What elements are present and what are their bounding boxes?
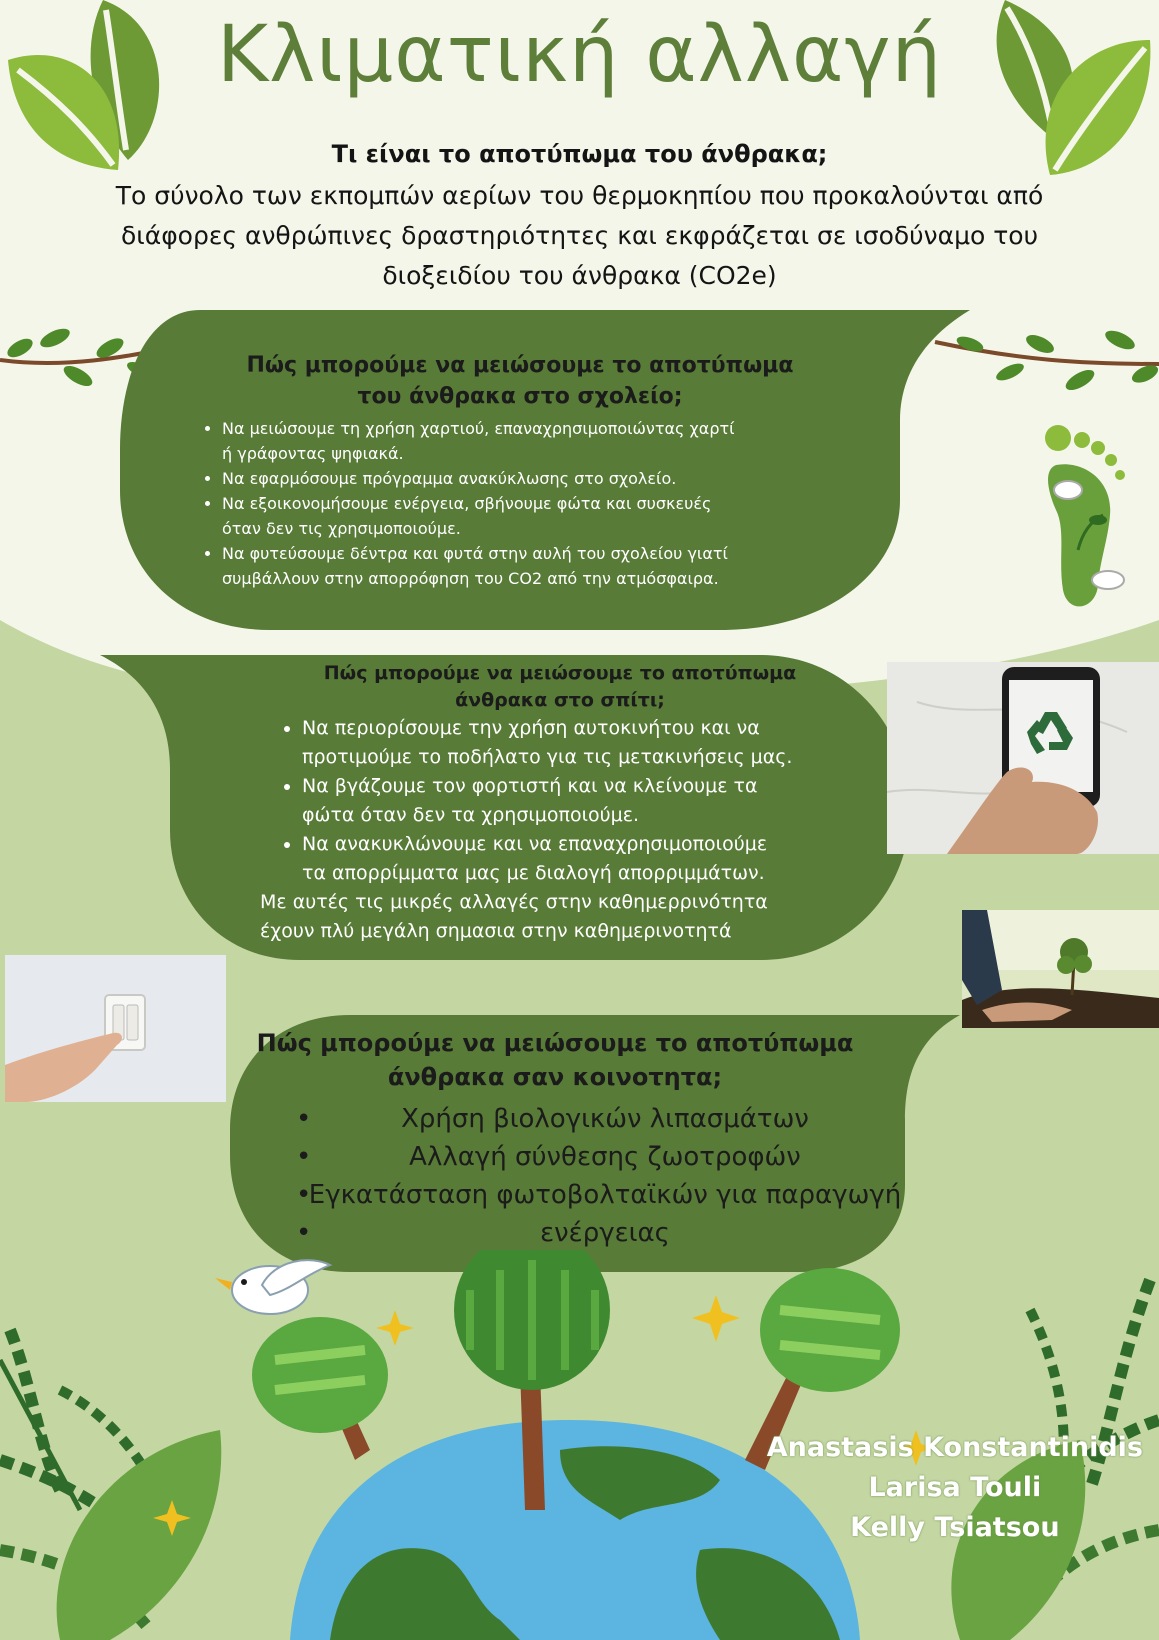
bird-icon — [215, 1260, 330, 1314]
list-item: • Να φυτεύσουμε δέντρα και φυτά στην αυλή του σχολείου γιατί συμβάλλουν στην απορρόφηση του CO2 από την ατμόσφαιρα. — [222, 541, 840, 591]
home-closing-line: έχουν πλύ μεγάλη σημασια στην καθημερινοτητά — [260, 920, 732, 942]
intro-section — [40, 140, 1119, 296]
star-icon — [692, 1295, 740, 1342]
star-icon — [376, 1310, 414, 1346]
community-title-line: Πώς μπορούμε να μειώσουμε το αποτύπωμα — [256, 1029, 854, 1057]
community-title-line: άνθρακα σαν κοινοτητα; — [387, 1063, 723, 1091]
list-item: • Να μειώσουμε τη χρήση χαρτιού, επαναχρησιμοποιώντας χαρτί ή γράφοντας ψηφιακά. — [222, 416, 840, 466]
phone-photo — [887, 662, 1159, 854]
planting-photo — [962, 910, 1159, 1028]
home-closing-line: Με αυτές τις μικρές αλλαγές στην καθημερρινότητα — [260, 891, 768, 913]
list-item: • ενέργειας — [296, 1218, 670, 1248]
author-name: Anastasis Konstantinidis — [766, 1432, 1143, 1463]
community-title — [250, 1026, 860, 1094]
school-title — [200, 350, 840, 412]
footprint-icon — [1038, 420, 1134, 620]
author-name: Larisa Touli — [868, 1472, 1042, 1503]
school-title-line: του άνθρακα στο σχολείο; — [357, 384, 683, 409]
intro-answer-line: διάφορες ανθρώπινες δραστηριότητες και εκφράζεται σε ισοδύναμο του — [120, 221, 1039, 250]
school-title-line: Πώς μπορούμε να μειώσουμε το αποτύπωμα — [246, 353, 794, 378]
list-item: • Να εφαρμόσουμε πρόγραμμα ανακύκλωσης στο σχολείο. — [222, 466, 840, 491]
list-item: • Να ανακυκλώνουμε και να επαναχρησιμοποιούμε τα απορρίμματα μας με διαλογή απορριμμάτων. — [302, 830, 820, 888]
school-section — [200, 350, 840, 591]
intro-answer — [40, 176, 1119, 296]
list-item: • Χρήση βιολογικών λιπασμάτων — [296, 1104, 809, 1134]
author-name: Kelly Tsiatsou — [850, 1512, 1060, 1543]
poster-title: Κλιματική αλλαγή — [216, 10, 943, 100]
intro-question: Τι είναι το αποτύπωμα του άνθρακα; — [331, 140, 828, 168]
community-list — [250, 1100, 930, 1252]
switch-photo — [5, 955, 226, 1102]
list-item: • Αλλαγή σύνθεσης ζωοτροφών — [296, 1142, 801, 1172]
authors — [767, 1428, 1143, 1548]
home-section — [260, 660, 820, 946]
home-title-line: άνθρακα στο σπίτι; — [455, 689, 665, 711]
home-title — [300, 660, 820, 714]
home-title-line: Πώς μπορούμε να μειώσουμε το αποτύπωμα — [323, 662, 797, 684]
home-closing — [260, 888, 820, 946]
list-item: • Εγκατάσταση φωτοβολταϊκών για παραγωγή — [296, 1180, 902, 1210]
list-item: • Να εξοικονομήσουμε ενέργεια, σβήνουμε φώτα και συσκευές όταν δεν τις χρησιμοποιούμε. — [222, 491, 840, 541]
home-list — [280, 714, 820, 888]
list-item: • Να περιορίσουμε την χρήση αυτοκινήτου και να προτιμούμε το ποδήλατο για τις μετακινήσεις μας. — [302, 714, 820, 772]
community-section — [250, 1026, 930, 1252]
tree-icon — [252, 1317, 388, 1460]
school-list — [200, 416, 840, 591]
list-item: • Να βγάζουμε τον φορτιστή και να κλείνουμε τα φώτα όταν δεν τα χρησιμοποιούμε. — [302, 772, 820, 830]
intro-answer-line: Το σύνολο των εκπομπών αερίων του θερμοκηπίου που προκαλούνται από — [115, 181, 1044, 210]
intro-answer-line: διοξειδίου του άνθρακα (CO2e) — [382, 261, 777, 290]
